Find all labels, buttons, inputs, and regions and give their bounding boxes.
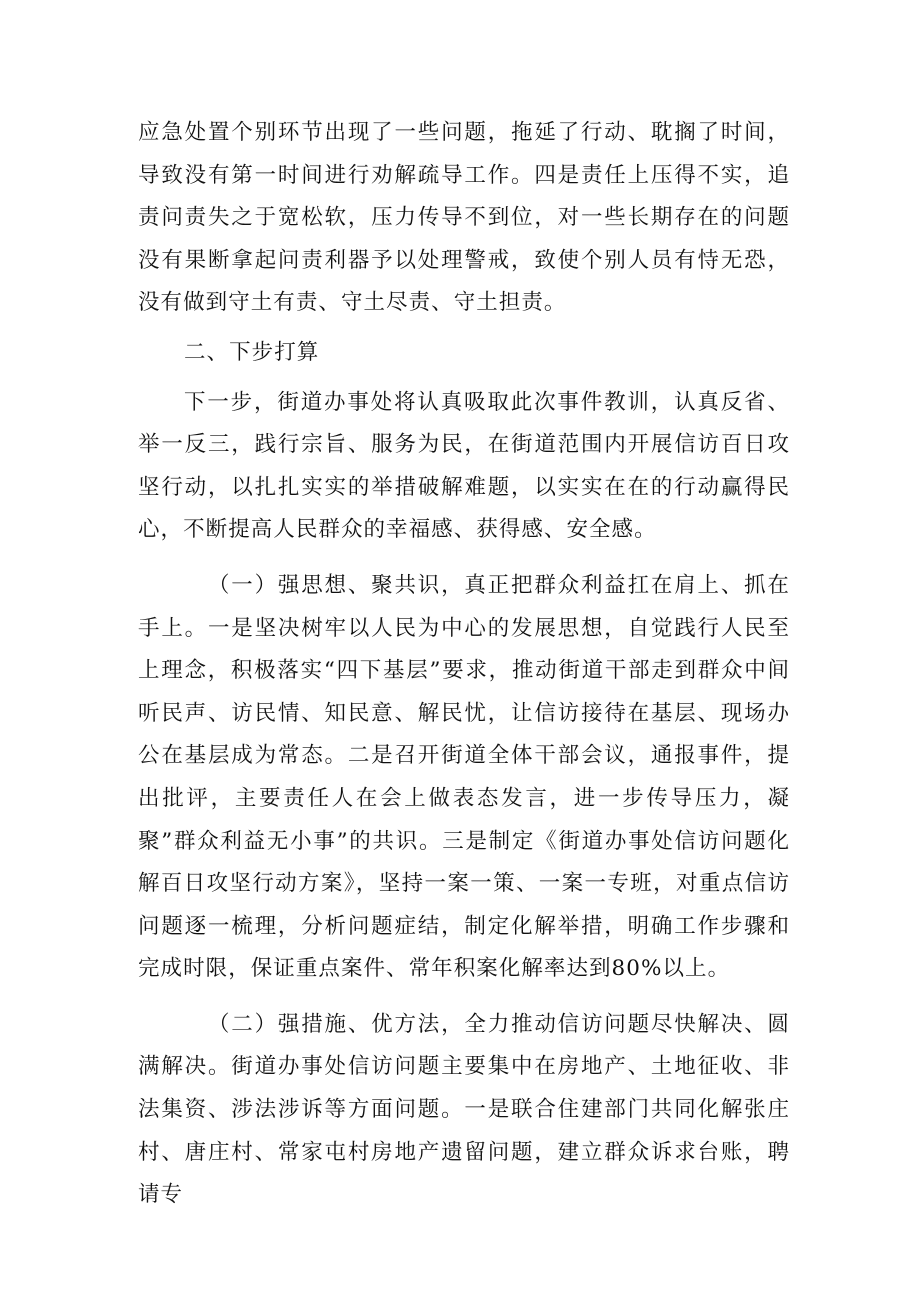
paragraph-continuation: 应急处置个别环节出现了一些问题，拖延了行动、耽搁了时间，导致没有第一时间进行劝解疏导工作。四是责任上压得不实，追责问责失之于宽松软，压力传导不到位，对一些长期存在的问题没有果断拿起问责利器予以处理警戒，致使个别人员有恃无恐，没有做到守土有责、守土尽责、守土担责。 — [138, 120, 790, 316]
document-body — [138, 112, 790, 1217]
paragraph-item-2: （二）强措施、优方法，全力推动信访问题尽快解决、圆满解决。街道办事处信访问题主要集中在房地产、土地征收、非法集资、涉法涉诉等方面问题。一是联合住建部门共同化解张庄村、唐庄村、常家屯村房地产遗留问题，建立群众诉求台账，聘请专 — [138, 1011, 790, 1208]
section-heading-next-steps: 二、下步打算 — [184, 339, 320, 365]
paragraph-next-step: 下一步，街道办事处将认真吸取此次事件教训，认真反省、举一反三，践行宗旨、服务为民，在街道范围内开展信访百日攻坚行动，以扎扎实实的举措破解难题，以实实在在的行动赢得民心，不断提高人民群众的幸福感、获得感、安全感。 — [138, 389, 790, 543]
paragraph-item-1: （一）强思想、聚共识，真正把群众利益扛在肩上、抓在手上。一是坚决树牢以人民为中心的发展思想，自觉践行人民至上理念，积极落实“四下基层”要求，推动街道干部走到群众中间听民声、访民情、知民意、解民忧，让信访接待在基层、现场办公在基层成为常态。二是召开街道全体干部会议，通报事件，提出批评，主要责任人在会上做表态发言，进一步传导压力，凝聚”群众利益无小事”的共识。三是制定《街道办事处信访问题化解百日攻坚行动方案》，坚持一案一策、一案一专班，对重点信访问题逐一梳理，分析问题症结，制定化解举措，明确工作步骤和完成时限，保证重点案件、常年积案化解率达到80%以上。 — [138, 572, 790, 982]
